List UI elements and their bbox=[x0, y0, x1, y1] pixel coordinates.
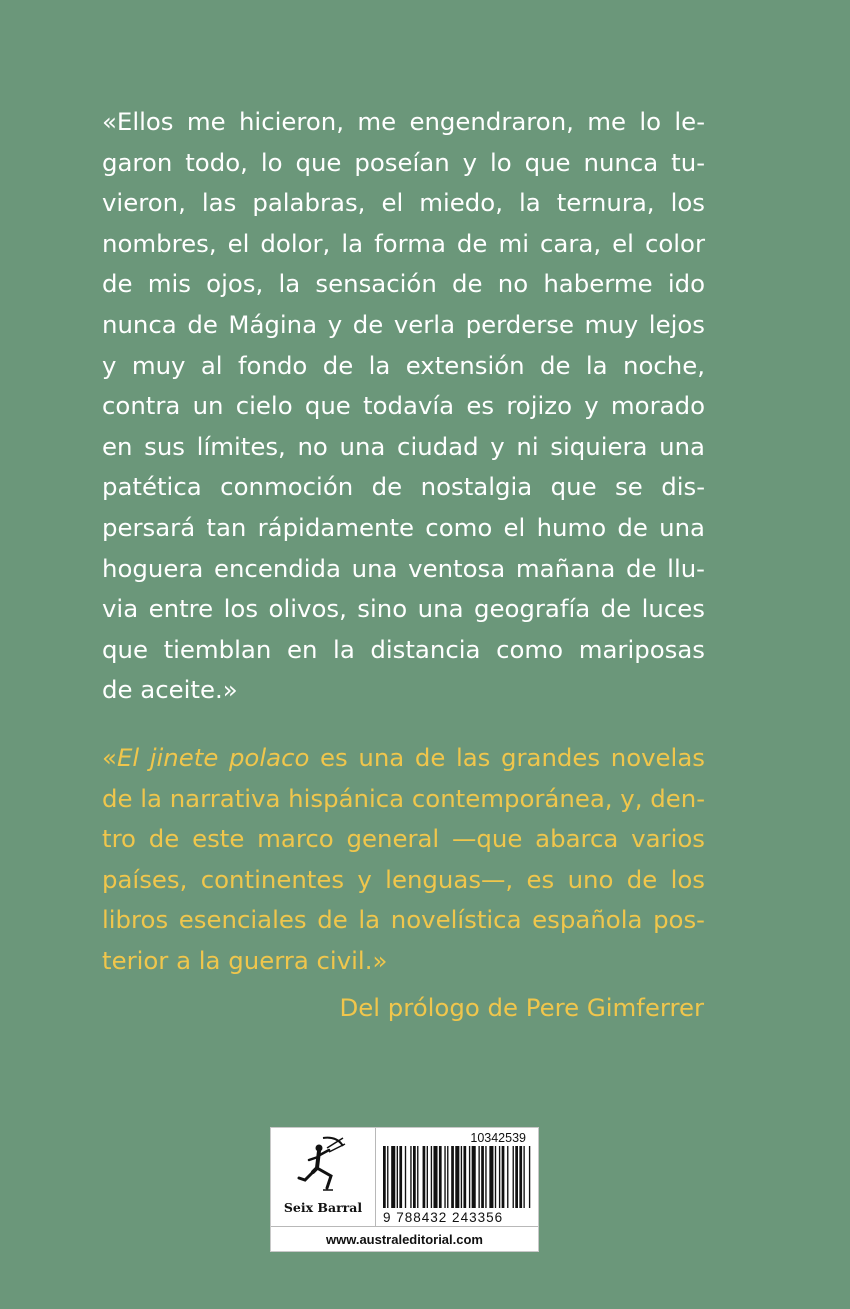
barcode-bar bbox=[405, 1146, 406, 1208]
main-quote-line: en sus límites, no una ciudad y ni siquiera una bbox=[102, 431, 705, 461]
main-quote-line: que tiemblan en la distancia como mariposas bbox=[102, 634, 705, 664]
barcode-bar bbox=[391, 1146, 395, 1208]
barcode-bar bbox=[423, 1146, 426, 1208]
barcode-bar bbox=[519, 1146, 522, 1208]
barcode-bar bbox=[499, 1146, 500, 1208]
review-quote-line: libros esenciales de la novelística española pos- bbox=[102, 905, 705, 935]
barcode-bar bbox=[523, 1146, 524, 1208]
book-title: El jinete polaco bbox=[116, 743, 310, 772]
barcode-bar bbox=[513, 1146, 514, 1208]
main-quote-line: vieron, las palabras, el miedo, la ternura, los bbox=[102, 188, 705, 218]
review-quote-first-line bbox=[102, 738, 705, 779]
website-url: www.australeditorial.com bbox=[271, 1226, 538, 1252]
main-quote-line: nombres, el dolor, la forma de mi cara, el color bbox=[102, 228, 705, 258]
barcode-bar bbox=[463, 1146, 466, 1208]
barcode-bar bbox=[427, 1146, 428, 1208]
main-quote-line: via entre los olivos, sino una geografía de luces bbox=[102, 594, 705, 624]
barcode-bar bbox=[439, 1146, 442, 1208]
main-quote-line: patética conmoción de nostalgia que se dis- bbox=[102, 472, 705, 502]
main-quote-line: contra un cielo que todavía es rojizo y morado bbox=[102, 391, 705, 421]
main-quote bbox=[102, 102, 705, 711]
barcode-bar bbox=[495, 1146, 496, 1208]
barcode-bar bbox=[455, 1146, 459, 1208]
barcode-bar bbox=[507, 1146, 508, 1208]
review-quote-line: países, continentes y lenguas—, es uno de los bbox=[102, 864, 705, 894]
barcode-bar bbox=[472, 1146, 476, 1208]
barcode-bar bbox=[410, 1146, 411, 1208]
barcode-box bbox=[270, 1127, 539, 1252]
barcode-bar bbox=[478, 1146, 479, 1208]
barcode-bar bbox=[399, 1146, 402, 1208]
barcode-bar bbox=[485, 1146, 486, 1208]
barcode-bar bbox=[461, 1146, 462, 1208]
barcode-bar bbox=[481, 1146, 484, 1208]
barcode-bar bbox=[387, 1146, 388, 1208]
barcode-graphic bbox=[383, 1146, 533, 1208]
running-figure-logo-icon bbox=[293, 1134, 353, 1198]
publisher-name: Seix Barral bbox=[283, 1200, 363, 1215]
barcode-bar bbox=[383, 1146, 386, 1208]
main-quote-line: de aceite.» bbox=[102, 675, 238, 705]
opening-guillemet: « bbox=[102, 743, 117, 772]
barcode-bar bbox=[502, 1146, 505, 1208]
barcode-bar bbox=[397, 1146, 398, 1208]
barcode-bar bbox=[489, 1146, 493, 1208]
main-quote-line: y muy al fondo de la extensión de la noche, bbox=[102, 350, 705, 380]
barcode-bar bbox=[451, 1146, 454, 1208]
barcode-bar bbox=[444, 1146, 445, 1208]
review-quote-line: tro de este marco general —que abarca varios bbox=[102, 824, 705, 854]
main-quote-line: hoguera encendida una ventosa mañana de llu- bbox=[102, 553, 705, 583]
main-quote-line: garon todo, lo que poseían y lo que nunca tu- bbox=[102, 147, 705, 177]
main-quote-line: de mis ojos, la sensación de no haberme ido bbox=[102, 269, 705, 299]
main-quote-line: «Ellos me hicieron, me engendraron, me lo le- bbox=[102, 107, 705, 136]
barcode-bar bbox=[417, 1146, 418, 1208]
barcode-bar bbox=[431, 1146, 432, 1208]
barcode-bar bbox=[413, 1146, 416, 1208]
code-number: 10342539 bbox=[470, 1131, 526, 1145]
main-quote-line: nunca de Mágina y de verla perderse muy lejos bbox=[102, 309, 705, 339]
review-quote-line: terior a la guerra civil.» bbox=[102, 945, 388, 975]
barcode-bar bbox=[433, 1146, 437, 1208]
review-quote-first-line-rest: es una de las grandes novelas bbox=[309, 743, 705, 772]
review-quote bbox=[102, 738, 705, 982]
barcode-bar bbox=[469, 1146, 470, 1208]
publisher-logo-panel bbox=[271, 1128, 376, 1226]
review-quote-line: de la narrativa hispánica contemporánea, y, den- bbox=[102, 783, 705, 813]
isbn-number: 9 788432 243356 bbox=[383, 1210, 504, 1225]
barcode-bar bbox=[529, 1146, 530, 1208]
barcode-bar bbox=[447, 1146, 448, 1208]
barcode-bar bbox=[515, 1146, 518, 1208]
quote-attribution: Del prólogo de Pere Gimferrer bbox=[339, 993, 704, 1022]
main-quote-line: persará tan rápidamente como el humo de una bbox=[102, 512, 705, 542]
